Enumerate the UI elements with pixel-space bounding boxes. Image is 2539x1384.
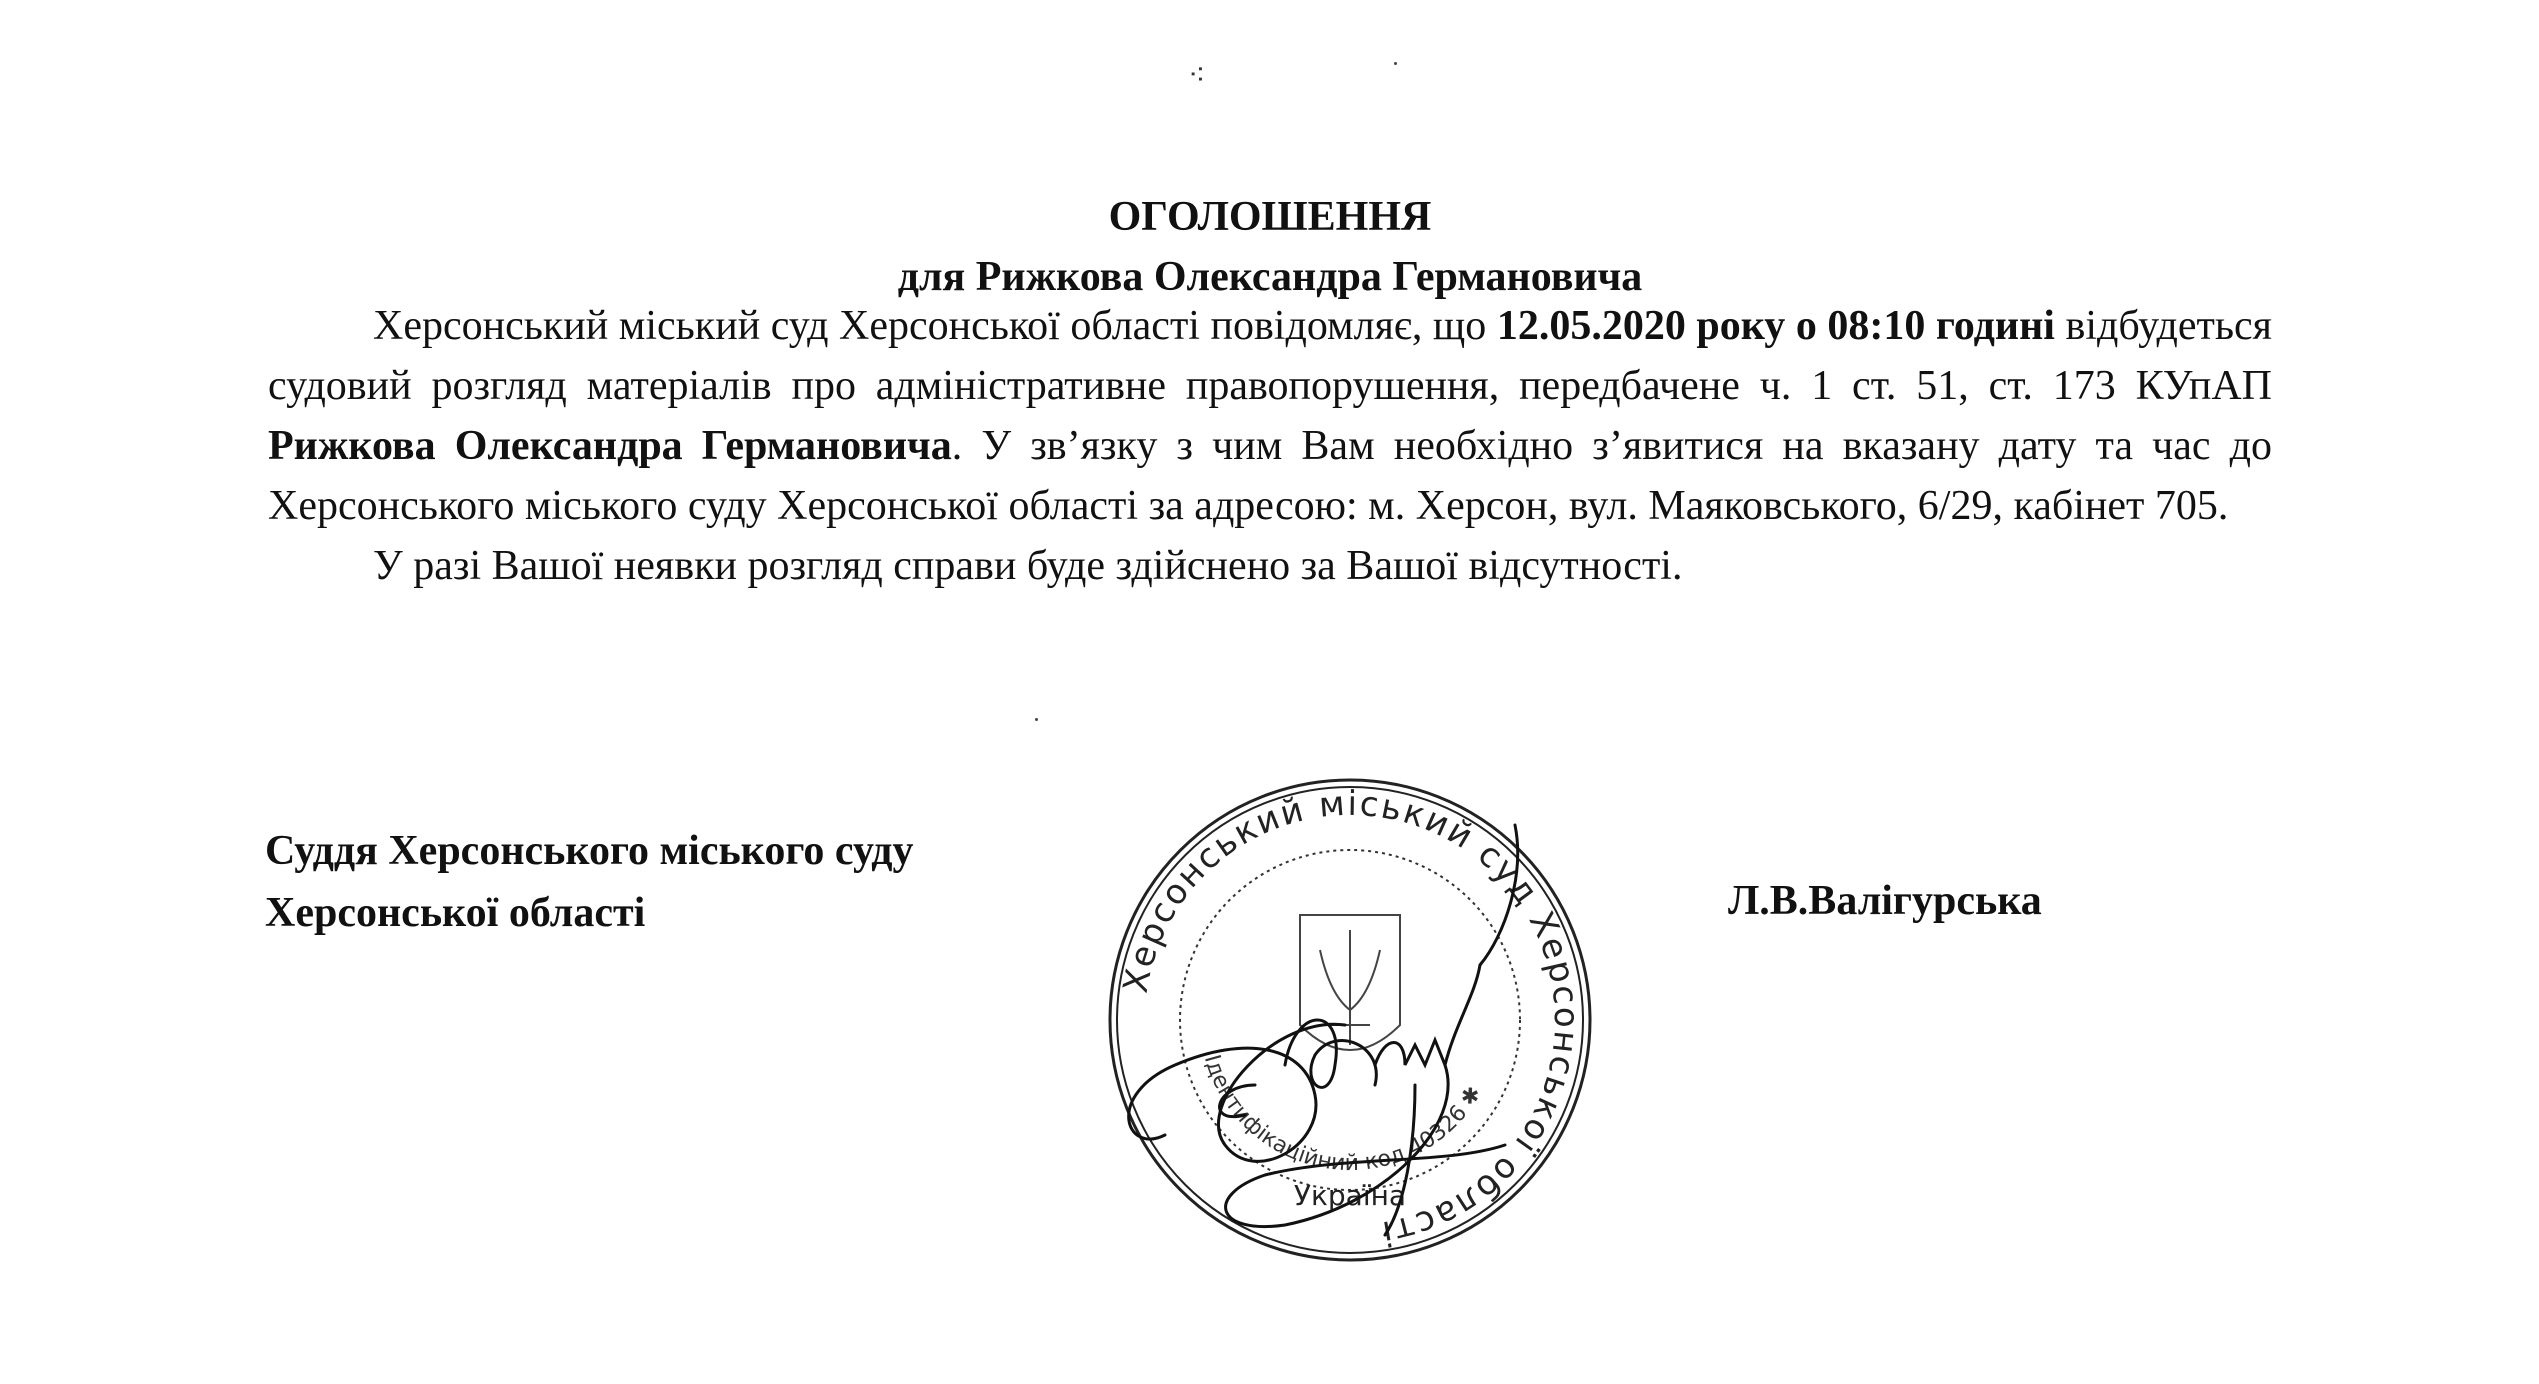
seal-bottom-text: Україна bbox=[1293, 1179, 1407, 1212]
recipient-line: для Рижкова Олександра Германовича bbox=[897, 254, 1643, 300]
scan-artifact-icon: ⁖ bbox=[1188, 59, 1206, 92]
judge-position bbox=[265, 820, 914, 944]
scan-speck-icon bbox=[1035, 718, 1038, 721]
notice-paragraph-2: У разі Вашої неявки розгляд справи буде здійснено за Вашої відсутності. bbox=[373, 543, 1683, 589]
seal-inner-text: Ідентифікаційний код 40326 ✱ bbox=[1198, 1052, 1487, 1177]
judge-position-line-1: Суддя Херсонського міського суду bbox=[265, 828, 914, 874]
defendant-name: Рижкова Олександра Германовича bbox=[268, 423, 952, 469]
judge-position-line-2: Херсонської області bbox=[265, 890, 646, 936]
paragraph-text: відбудеться судовий розгляд матеріалів про адміністративне правопорушення, передбачене ч. 1 ст. 51, ст. 173 КУпАП bbox=[268, 303, 2272, 409]
notice-paragraph-1 bbox=[268, 296, 2272, 536]
page-title: ОГОЛОШЕННЯ bbox=[1108, 194, 1432, 240]
paragraph-text: . У зв’язку з чим Вам необхідно з’явитися на вказану дату та час до Херсонського міського суду Херсонської області за адресою: м. Херсон, вул. Маяковського, 6/29, кабінет 705. bbox=[268, 423, 2272, 529]
court-seal-icon bbox=[1085, 765, 1615, 1275]
hearing-datetime: 12.05.2020 року о 08:10 годині bbox=[1496, 303, 2055, 349]
paragraph-text: Херсонський міський суд Херсонської області повідомляє, що bbox=[373, 303, 1497, 349]
seal-outer-text: Херсонський міський суд Херсонської області bbox=[1115, 783, 1587, 1254]
notice-body bbox=[268, 296, 2272, 596]
scan-speck-icon bbox=[1394, 62, 1397, 65]
judge-name: Л.В.Валігурська bbox=[1728, 878, 2042, 924]
